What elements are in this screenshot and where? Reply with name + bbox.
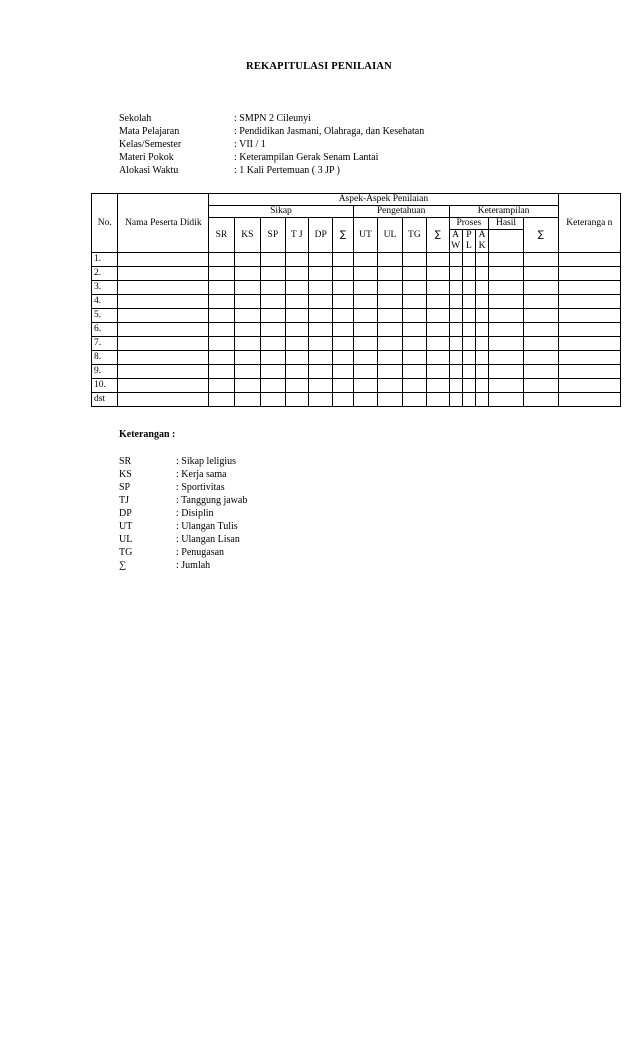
table-cell (234, 393, 260, 407)
table-cell (462, 351, 475, 365)
table-cell (209, 365, 234, 379)
legend-item (119, 468, 247, 481)
table-cell (475, 309, 488, 323)
info-row-alokasi-waktu (119, 164, 424, 177)
table-cell (462, 365, 475, 379)
table-cell (333, 267, 353, 281)
table-cell (308, 379, 332, 393)
table-cell (234, 379, 260, 393)
table-cell (462, 281, 475, 295)
legend-code: DP (119, 508, 132, 519)
table-cell (209, 309, 234, 323)
table-cell (462, 309, 475, 323)
legend-description: : Ulangan Tulis (176, 521, 238, 532)
header-col-pl-top: P (462, 230, 475, 242)
table-cell (234, 253, 260, 267)
table-cell (558, 337, 620, 351)
table-cell (378, 393, 402, 407)
table-cell (427, 337, 449, 351)
table-cell (449, 253, 462, 267)
header-nama-peserta-didik: Nama Peserta Didik (118, 194, 209, 253)
table-cell (234, 337, 260, 351)
table-cell (353, 309, 377, 323)
info-value: : Pendidikan Jasmani, Olahraga, dan Kesehatan (234, 126, 425, 137)
table-cell (353, 365, 377, 379)
table-cell (475, 337, 488, 351)
table-cell (558, 295, 620, 309)
header-col-sr: SR (209, 218, 234, 253)
table-cell (523, 281, 558, 295)
table-cell (308, 267, 332, 281)
table-cell (209, 253, 234, 267)
table-cell (558, 267, 620, 281)
legend-item (119, 455, 247, 468)
info-value: : SMPN 2 Cileunyi (234, 113, 311, 124)
row-number: 3. (92, 281, 118, 295)
table-cell (449, 351, 462, 365)
table-cell (427, 379, 449, 393)
header-col-keterampilan-sum: ∑ (523, 218, 558, 253)
table-cell (118, 281, 209, 295)
header-col-aw-top: A (449, 230, 462, 242)
table-cell (427, 281, 449, 295)
header-keterangan: Keteranga n (558, 194, 620, 253)
table-body (92, 253, 621, 407)
legend-item (119, 546, 247, 559)
legend-code: SR (119, 456, 132, 467)
table-cell (285, 281, 308, 295)
table-cell (308, 393, 332, 407)
table-cell (209, 337, 234, 351)
table-cell (523, 393, 558, 407)
table-cell (378, 323, 402, 337)
table-cell (402, 393, 426, 407)
header-proses: Proses (449, 218, 489, 230)
table-cell (353, 393, 377, 407)
table-cell (285, 253, 308, 267)
legend-code: TG (119, 547, 133, 558)
table-cell (523, 337, 558, 351)
table-cell (475, 379, 488, 393)
table-row (92, 351, 621, 365)
row-number: dst (92, 393, 118, 407)
table-cell (333, 365, 353, 379)
table-cell (427, 267, 449, 281)
row-number: 8. (92, 351, 118, 365)
legend-list (119, 455, 247, 572)
legend-code: UT (119, 521, 133, 532)
table-cell (353, 281, 377, 295)
header-hasil: Hasil (489, 218, 524, 230)
table-row (92, 309, 621, 323)
legend-item (119, 520, 247, 533)
table-cell (449, 267, 462, 281)
table-cell (402, 337, 426, 351)
header-col-dp: DP (308, 218, 332, 253)
table-cell (285, 267, 308, 281)
table-row (92, 295, 621, 309)
table-cell (234, 309, 260, 323)
info-label: Materi Pokok (119, 152, 174, 163)
table-cell (378, 267, 402, 281)
table-cell (489, 393, 524, 407)
legend-description: : Sportivitas (176, 482, 225, 493)
table-cell (209, 295, 234, 309)
table-cell (462, 295, 475, 309)
table-cell (378, 253, 402, 267)
table-cell (261, 337, 285, 351)
header-col-pl-bottom: L (462, 241, 475, 253)
table-row (92, 281, 621, 295)
table-cell (285, 365, 308, 379)
info-value: : Keterampilan Gerak Senam Lantai (234, 152, 379, 163)
table-row (92, 393, 621, 407)
table-cell (402, 281, 426, 295)
table-cell (489, 253, 524, 267)
table-cell (234, 323, 260, 337)
table-cell (402, 295, 426, 309)
header-col-tj: T J (285, 218, 308, 253)
info-label: Alokasi Waktu (119, 165, 179, 176)
table-cell (558, 309, 620, 323)
table-cell (333, 309, 353, 323)
table-cell (209, 323, 234, 337)
table-cell (402, 323, 426, 337)
table-cell (234, 295, 260, 309)
info-value: : 1 Kali Pertemuan ( 3 JP ) (234, 165, 341, 176)
header-col-ul: UL (378, 218, 402, 253)
legend-description: : Kerja sama (176, 469, 227, 480)
table-cell (118, 253, 209, 267)
table-cell (234, 267, 260, 281)
table-cell (118, 323, 209, 337)
table-cell (333, 281, 353, 295)
table-cell (261, 295, 285, 309)
table-cell (402, 379, 426, 393)
table-cell (333, 253, 353, 267)
table-cell (261, 379, 285, 393)
table-cell (261, 365, 285, 379)
table-cell (209, 379, 234, 393)
table-cell (558, 281, 620, 295)
table-cell (308, 351, 332, 365)
table-cell (118, 295, 209, 309)
table-cell (308, 337, 332, 351)
table-cell (475, 393, 488, 407)
table-cell (489, 351, 524, 365)
table-cell (378, 351, 402, 365)
table-cell (234, 365, 260, 379)
table-cell (489, 323, 524, 337)
header-aspek-penilaian: Aspek-Aspek Penilaian (209, 194, 559, 206)
legend-item (119, 507, 247, 520)
legend-code: TJ (119, 495, 129, 506)
table-cell (333, 393, 353, 407)
table-cell (475, 295, 488, 309)
header-col-tg: TG (402, 218, 426, 253)
table-cell (402, 351, 426, 365)
legend-description: : Penugasan (176, 547, 225, 558)
table-cell (523, 295, 558, 309)
table-cell (118, 379, 209, 393)
legend-code: UL (119, 534, 133, 545)
legend-description: : Jumlah (176, 560, 211, 571)
table-cell (449, 281, 462, 295)
table-cell (261, 281, 285, 295)
table-cell (118, 365, 209, 379)
page-title: REKAPITULASI PENILAIAN (246, 61, 392, 72)
table-cell (261, 323, 285, 337)
table-cell (308, 323, 332, 337)
table-cell (234, 351, 260, 365)
table-cell (475, 323, 488, 337)
table-cell (523, 253, 558, 267)
table-cell (489, 337, 524, 351)
legend-item (119, 559, 247, 572)
table-cell (378, 379, 402, 393)
table-cell (353, 351, 377, 365)
info-row-kelas-semester (119, 138, 424, 151)
table-cell (209, 267, 234, 281)
header-col-ut: UT (353, 218, 377, 253)
row-number: 5. (92, 309, 118, 323)
table-cell (558, 351, 620, 365)
table-row (92, 253, 621, 267)
header-col-pengetahuan-sum: ∑ (427, 218, 449, 253)
header-col-ks: KS (234, 218, 260, 253)
table-cell (261, 351, 285, 365)
table-row (92, 365, 621, 379)
table-cell (462, 379, 475, 393)
info-row-materi-pokok (119, 151, 424, 164)
header-col-ak-top: A (475, 230, 488, 242)
table-cell (402, 309, 426, 323)
table-cell (353, 337, 377, 351)
table-cell (261, 309, 285, 323)
table-cell (558, 323, 620, 337)
row-number: 1. (92, 253, 118, 267)
table-cell (475, 281, 488, 295)
table-cell (427, 323, 449, 337)
table-cell (558, 253, 620, 267)
table-cell (353, 379, 377, 393)
table-cell (118, 351, 209, 365)
table-cell (427, 309, 449, 323)
table-cell (449, 309, 462, 323)
header-keterampilan: Keterampilan (449, 206, 558, 218)
table-cell (462, 323, 475, 337)
header-col-sp: SP (261, 218, 285, 253)
table-cell (353, 295, 377, 309)
table-cell (449, 323, 462, 337)
table-cell (462, 393, 475, 407)
table-cell (462, 267, 475, 281)
table-cell (462, 253, 475, 267)
info-value: : VII / 1 (234, 139, 266, 150)
table-cell (378, 337, 402, 351)
table-cell (333, 351, 353, 365)
row-number: 2. (92, 267, 118, 281)
legend-title: Keterangan : (119, 429, 176, 440)
identity-block (119, 112, 424, 177)
table-cell (475, 365, 488, 379)
table-cell (118, 393, 209, 407)
table-cell (308, 365, 332, 379)
legend-description: : Ulangan Lisan (176, 534, 240, 545)
info-label: Kelas/Semester (119, 139, 182, 150)
table-cell (378, 295, 402, 309)
row-number: 7. (92, 337, 118, 351)
table-cell (427, 351, 449, 365)
table-cell (353, 253, 377, 267)
table-cell (489, 295, 524, 309)
table-cell (333, 337, 353, 351)
row-number: 4. (92, 295, 118, 309)
table-cell (475, 253, 488, 267)
table-row (92, 379, 621, 393)
table-cell (333, 379, 353, 393)
table-row (92, 337, 621, 351)
table-cell (234, 281, 260, 295)
table-cell (462, 337, 475, 351)
table-cell (333, 295, 353, 309)
row-number: 9. (92, 365, 118, 379)
info-label: Mata Pelajaran (119, 126, 180, 137)
table-cell (523, 351, 558, 365)
table-cell (523, 379, 558, 393)
table-cell (475, 351, 488, 365)
table-cell (118, 337, 209, 351)
table-cell (285, 295, 308, 309)
table-cell (402, 267, 426, 281)
assessment-table (91, 193, 621, 407)
table-cell (449, 379, 462, 393)
table-cell (449, 295, 462, 309)
table-cell (261, 393, 285, 407)
table-cell (285, 309, 308, 323)
table-cell (489, 267, 524, 281)
table-cell (285, 337, 308, 351)
table-cell (558, 379, 620, 393)
info-row-sekolah (119, 112, 424, 125)
table-row (92, 267, 621, 281)
table-cell (427, 253, 449, 267)
table-cell (333, 323, 353, 337)
header-col-sikap-sum: ∑ (333, 218, 353, 253)
table-cell (308, 295, 332, 309)
table-cell (523, 365, 558, 379)
legend-item (119, 533, 247, 546)
table-cell (285, 379, 308, 393)
table-cell (378, 365, 402, 379)
table-cell (261, 253, 285, 267)
header-col-hasil-value (489, 230, 524, 253)
table-cell (475, 267, 488, 281)
table-cell (558, 393, 620, 407)
table-cell (427, 393, 449, 407)
table-cell (427, 365, 449, 379)
table-cell (118, 309, 209, 323)
table-cell (308, 281, 332, 295)
table-cell (285, 323, 308, 337)
table-cell (449, 337, 462, 351)
table-cell (378, 309, 402, 323)
table-cell (261, 267, 285, 281)
row-number: 10. (92, 379, 118, 393)
legend-code: KS (119, 469, 132, 480)
table-cell (308, 309, 332, 323)
legend-item (119, 494, 247, 507)
table-cell (353, 267, 377, 281)
info-label: Sekolah (119, 113, 152, 124)
table-cell (489, 365, 524, 379)
table-cell (209, 281, 234, 295)
table-cell (209, 393, 234, 407)
table-cell (489, 379, 524, 393)
legend-code: ∑ (119, 560, 127, 571)
table-cell (353, 323, 377, 337)
legend-code: SP (119, 482, 131, 493)
legend-description: : Sikap leligius (176, 456, 236, 467)
legend-description: : Disiplin (176, 508, 214, 519)
header-col-ak-bottom: K (475, 241, 488, 253)
table-cell (489, 309, 524, 323)
legend-description: : Tanggung jawab (176, 495, 248, 506)
table-cell (427, 295, 449, 309)
header-no: No. (92, 194, 118, 253)
info-row-mata-pelajaran (119, 125, 424, 138)
table-cell (449, 393, 462, 407)
table-row (92, 323, 621, 337)
table-cell (402, 365, 426, 379)
table-cell (209, 351, 234, 365)
table-cell (308, 253, 332, 267)
header-sikap: Sikap (209, 206, 354, 218)
header-col-aw-bottom: W (449, 241, 462, 253)
table-cell (489, 281, 524, 295)
legend-block (119, 428, 247, 572)
table-cell (402, 253, 426, 267)
table-cell (523, 267, 558, 281)
row-number: 6. (92, 323, 118, 337)
table-cell (523, 323, 558, 337)
table-cell (378, 281, 402, 295)
header-pengetahuan: Pengetahuan (353, 206, 449, 218)
table-cell (118, 267, 209, 281)
table-cell (558, 365, 620, 379)
table-cell (449, 365, 462, 379)
table-cell (285, 351, 308, 365)
table-cell (523, 309, 558, 323)
table-cell (285, 393, 308, 407)
legend-item (119, 481, 247, 494)
